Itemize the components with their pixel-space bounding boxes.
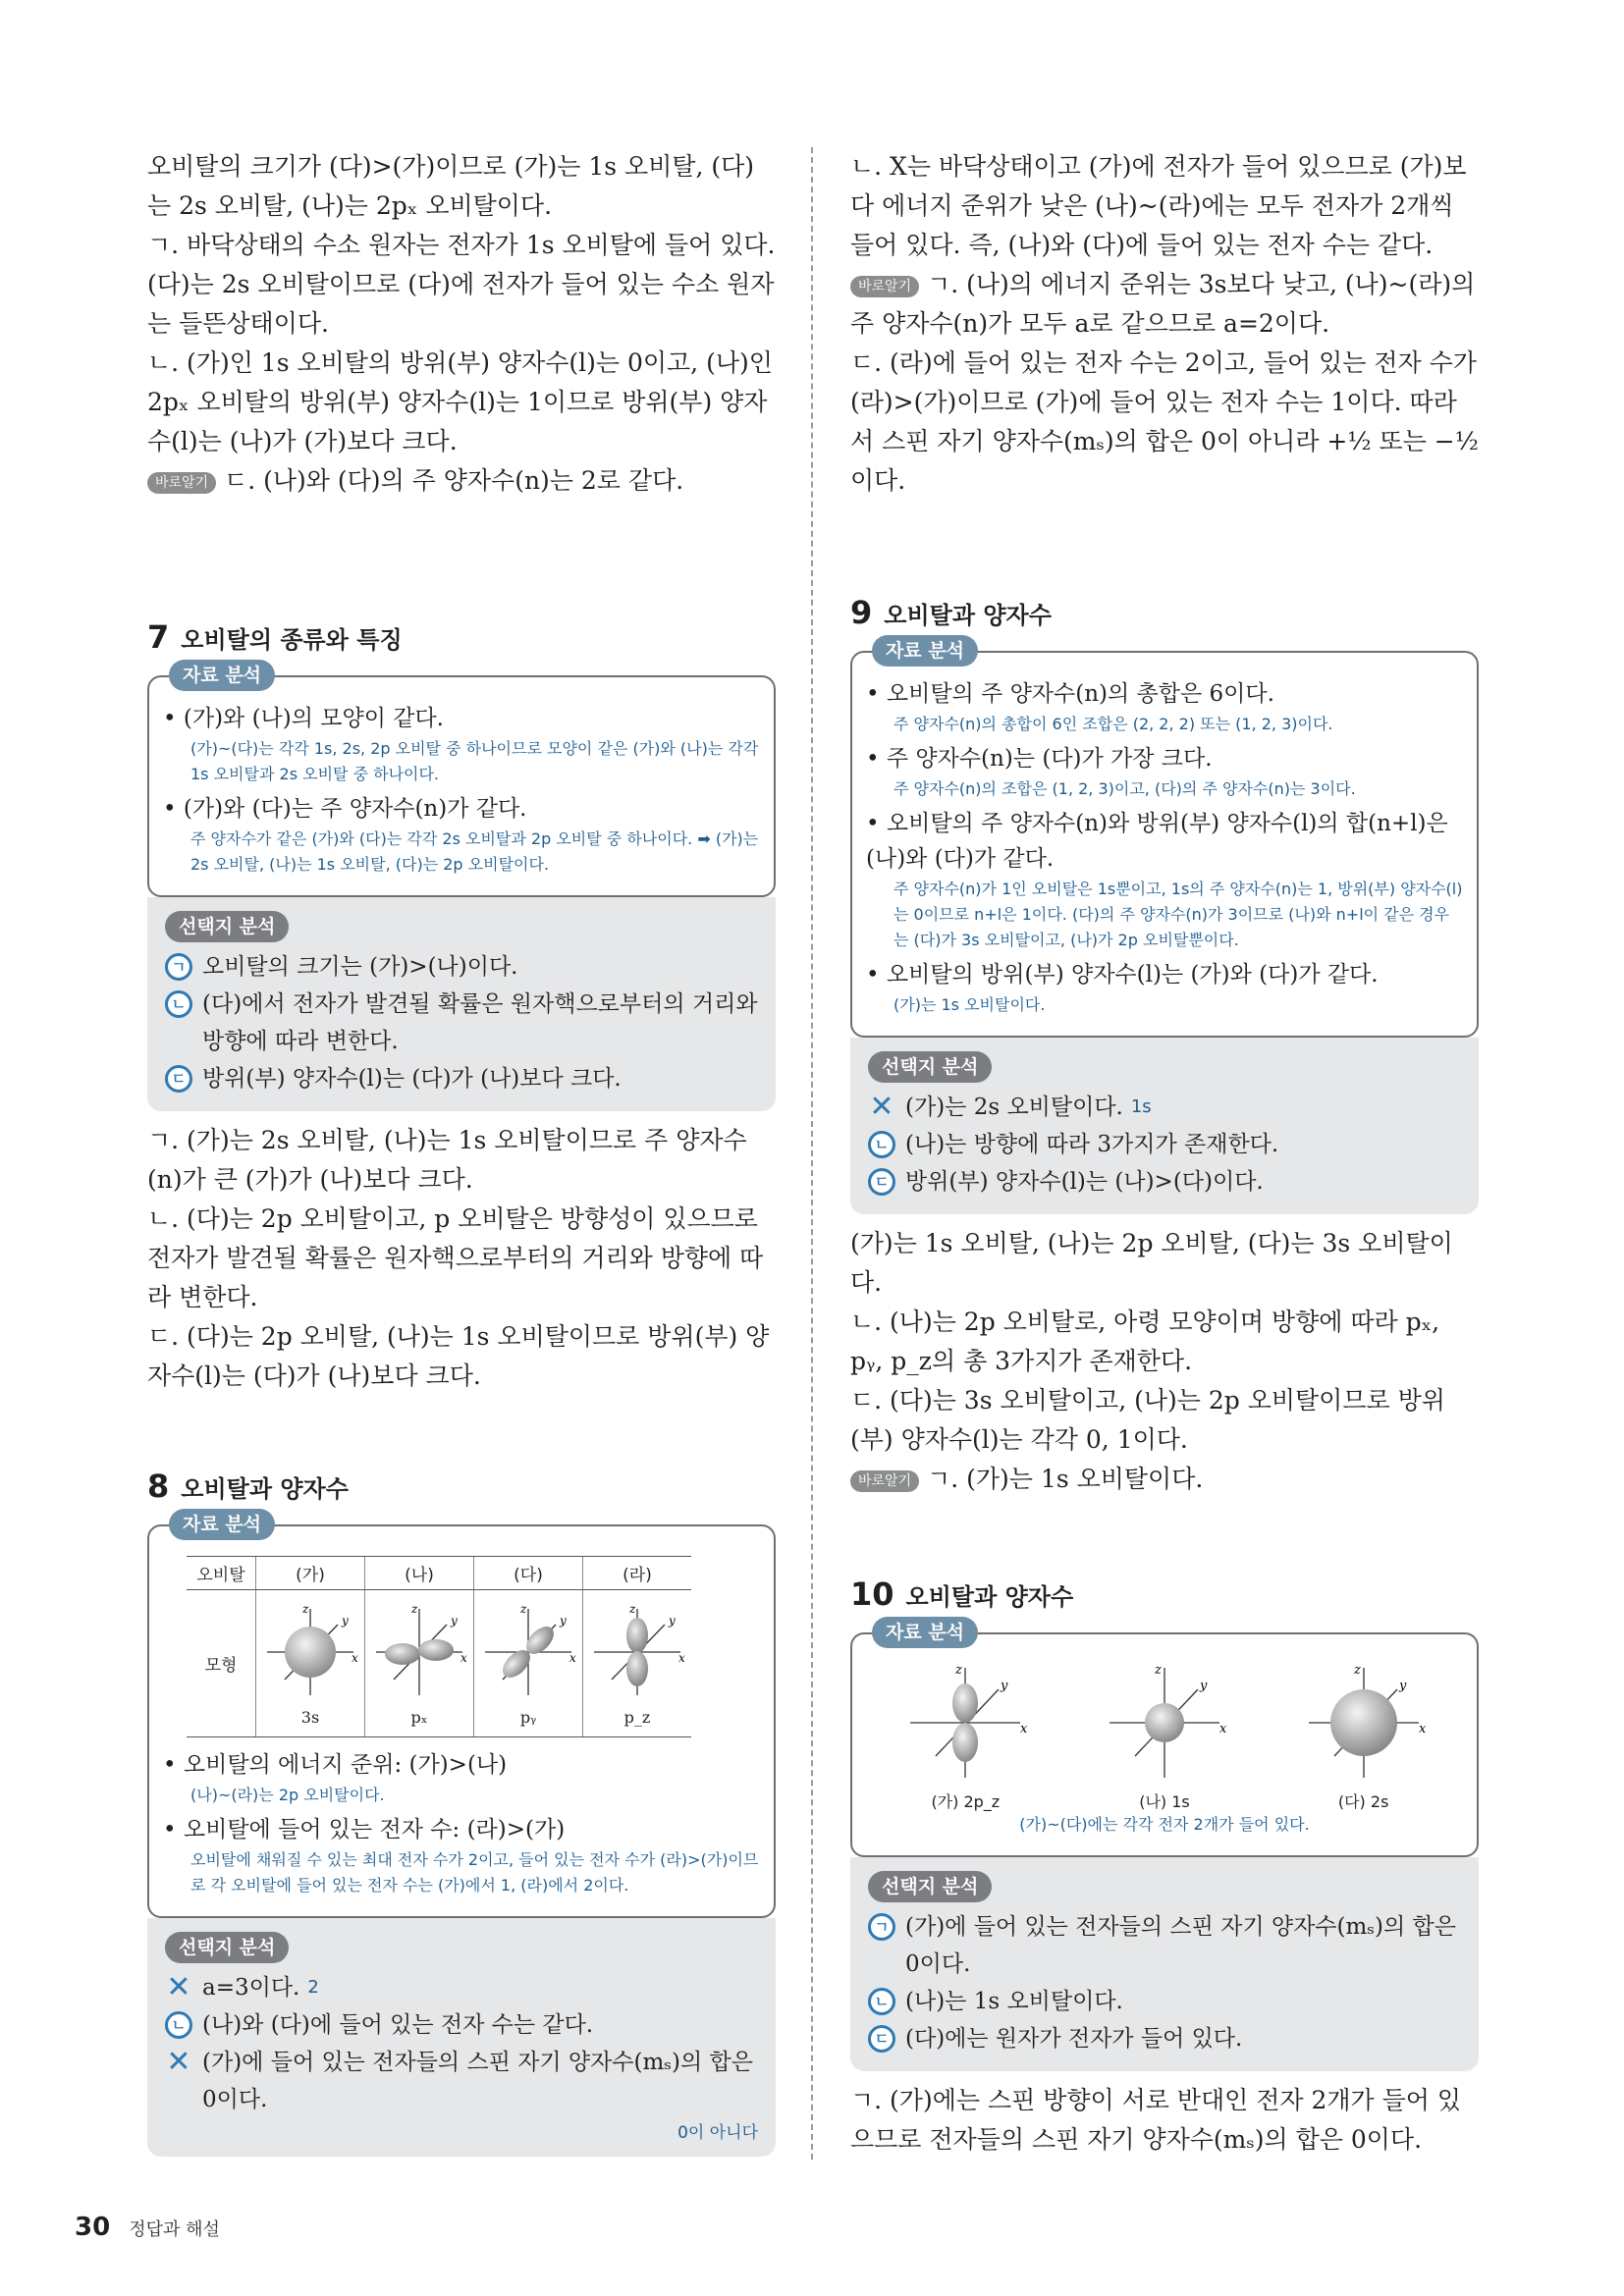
analysis-note: (가)는 1s 오비탈이다. [893,995,1046,1014]
explain-line: ㄷ. (라)에 들어 있는 전자 수는 2이고, 들어 있는 전자 수가 (라)>(가)이므로 (가)에 들어 있는 전자 수는 1이다. 따라서 스핀 자기 양자수(mₛ)의 합은 0이 아니라 +½ 또는 −½이다. [850,348,1479,495]
correction-line [147,461,776,501]
explain-line: ㄱ. (가)에는 스핀 방향이 서로 반대인 전자 2개가 들어 있으므로 전자들의 스핀 자기 양자수(mₛ)의 합은 0이다. [850,2086,1462,2154]
explain-line: ㄱ. 바닥상태의 수소 원자는 전자가 1s 오비탈에 들어 있다. (다)는 2s 오비탈이므로 (다)에 전자가 들어 있는 수소 원자는 들뜬상태이다. [147,231,776,338]
orbital-caption: (다) 2s [1337,1792,1389,1811]
orbital-figure [1295,1658,1433,1812]
axis-label-x: x [569,1650,576,1665]
correction-line [850,265,1479,344]
page-number: 30 [75,2213,111,2242]
explain-line: ㄴ. (가)인 1s 오비탈의 방위(부) 양자수(l)는 0이고, (나)인 2pₓ 오비탈의 방위(부) 양자수(l)는 1이므로 방위(부) 양자수(l)는 (나)가 (가)보다 크다. [147,348,773,455]
orbital-label: p_z [623,1707,651,1727]
footer-title: 정답과 해설 [129,2219,220,2240]
choice-analysis-badge: 선택지 분석 [165,911,289,942]
question-number: 7 [147,618,170,656]
orbital-caption: (가) 2p_z [931,1792,1001,1811]
choice-text: a=3이다. [202,1975,300,2001]
wrong-mark-icon: ✕ [166,2045,191,2079]
data-analysis-box [850,651,1479,1038]
orbital-table [187,1556,691,1737]
row-label: 모형 [187,1590,256,1737]
correct-mark-icon: ㄴ [868,1131,895,1158]
explain-line: (가)는 1s 오비탈, (나)는 2p 오비탈, (다)는 3s 오비탈이다. [850,1229,1453,1297]
right-column [850,147,1479,2154]
question-title [147,618,776,656]
orbital-cell [365,1590,474,1737]
correct-mark-icon: ㄱ [165,953,192,981]
correct-mark-icon: ㄱ [868,1913,895,1941]
choice-text: (가)에 들어 있는 전자들의 스핀 자기 양자수(mₛ)의 합은 0이다. [905,1914,1456,1977]
orbital-cell [583,1590,692,1737]
correction-text: ㄱ. (나)의 에너지 준위는 3s보다 낮고, (나)~(라)의 주 양자수(n)가 모두 a로 같으므로 a=2이다. [850,270,1476,338]
data-analysis-box [147,675,776,897]
analysis-note: 주 양자수가 같은 (가)와 (다)는 각각 2s 오비탈과 2p 오비탈 중 하나이다. ➡ (가)는 2s 오비탈, (나)는 1s 오비탈, (다)는 2p 오비탈이다. [190,829,759,874]
axis-label-x: x [1418,1722,1426,1736]
axis-label-z: z [955,1663,963,1678]
choice-analysis-badge: 선택지 분석 [868,1051,992,1083]
left-column [147,147,776,2143]
analysis-item: • 오비탈의 주 양자수(n)의 총합은 6이다. [866,681,1274,707]
right-top-explanation [850,147,1479,501]
analysis-item: • (가)와 (나)의 모양이 같다. [163,706,444,731]
analysis-item: • (가)와 (다)는 주 양자수(n)가 같다. [163,796,527,822]
orbital-label: pₓ [410,1707,428,1727]
axis-label-z: z [411,1601,418,1616]
explain-line: ㄷ. (다)는 2p 오비탈, (나)는 1s 오비탈이므로 방위(부) 양자수(l)는 (다)가 (나)보다 크다. [147,1322,770,1390]
axis-label-x: x [678,1650,685,1665]
correction-tag: 바로알기 [147,472,216,494]
choice-row [165,2044,758,2118]
orbital-figure [1096,1658,1233,1812]
correct-mark-icon: ㄴ [165,990,192,1018]
question-7-section [147,618,776,1396]
data-analysis-badge: 자료 분석 [872,635,978,667]
choice-row [868,1163,1461,1201]
choice-text: (가)에 들어 있는 전자들의 스핀 자기 양자수(mₛ)의 합은 0이다. [202,2050,753,2112]
question-9-explanation [850,1224,1479,1499]
question-10-section [850,1575,1479,2160]
choice-row [868,1908,1461,1983]
question-7-explanation [147,1121,776,1396]
axis-label-y: y [451,1613,458,1628]
table-header: 오비탈 [187,1557,256,1590]
choice-row [165,1969,758,2006]
correction-tag: 바로알기 [850,1470,919,1492]
analysis-note: 주 양자수(n)의 조합은 (1, 2, 3)이고, (다)의 주 양자수(n)는 3이다. [893,779,1356,798]
table-header: (가) [256,1557,365,1590]
choice-row [868,1983,1461,2020]
choice-row [165,986,758,1060]
s-orbital-figure [259,1601,361,1703]
orbital-figure [896,1658,1034,1812]
choice-analysis-badge: 선택지 분석 [165,1932,289,1963]
table-header: (나) [365,1557,474,1590]
table-header: (라) [583,1557,692,1590]
data-analysis-badge: 자료 분석 [169,660,275,691]
analysis-item: • 오비탈의 에너지 준위: (가)>(나) [163,1752,508,1778]
analysis-note: 주 양자수(n)가 1인 오비탈은 1s뿐이고, 1s의 주 양자수(n)는 1, 방위(부) 양자수(l)는 0이므로 n+l은 1이다. (다)의 주 양자수(n)가 3이므로 (나)와 n+l이 같은 경우는 (다)가 3s 오비탈이고, (나)가 2p 오비탈뿐이다. [893,880,1463,949]
choice-text: (가)는 2s 오비탈이다. [905,1095,1123,1120]
axis-label-y: y [342,1613,349,1628]
left-top-explanation [147,147,776,501]
analysis-note: 오비탈에 채워질 수 있는 최대 전자 수가 2이고, 들어 있는 전자 수가 (라)>(가)이므로 각 오비탈에 들어 있는 전자 수는 (가)에서 1, (라)에서 2이다. [190,1850,759,1895]
correction-tag: 바로알기 [850,276,919,297]
choice-analysis-box [850,1038,1479,1214]
axis-label-z: z [302,1601,309,1616]
data-analysis-badge: 자료 분석 [872,1617,978,1648]
choice-text: 오비탈의 크기는 (가)>(나)이다. [202,954,518,980]
question-title-text: 오비탈과 양자수 [884,602,1052,629]
question-number: 10 [850,1575,894,1613]
correction-text: 2 [307,1977,319,1998]
explain-line: 오비탈의 크기가 (다)>(가)이므로 (가)는 1s 오비탈, (다)는 2s 오비탈, (나)는 2pₓ 오비탈이다. [147,152,755,220]
choice-text: 방위(부) 양자수(l)는 (나)>(다)이다. [905,1169,1264,1195]
explain-line: ㄷ. (다)는 3s 오비탈이고, (나)는 2p 오비탈이므로 방위(부) 양자수(l)는 각각 0, 1이다. [850,1386,1445,1454]
orbital-cell [474,1590,583,1737]
question-title [850,594,1479,631]
axis-label-y: y [1199,1679,1208,1693]
pz-orbital-figure [896,1658,1034,1786]
orbital-figures [866,1658,1463,1812]
data-analysis-badge: 자료 분석 [169,1509,275,1540]
data-analysis-box [147,1524,776,1918]
axis-label-y: y [560,1613,567,1628]
axis-label-y: y [669,1613,676,1628]
choice-row [165,948,758,986]
2s-orbital-figure [1295,1658,1433,1786]
question-title-text: 오비탈과 양자수 [905,1583,1074,1611]
choice-analysis-box [147,897,776,1111]
choice-row [868,2020,1461,2057]
choice-text: (다)에서 전자가 발견될 확률은 원자핵으로부터의 거리와 방향에 따라 변한다. [202,991,758,1054]
correct-mark-icon: ㄷ [868,2025,895,2053]
question-title-text: 오비탈과 양자수 [181,1475,349,1503]
axis-label-x: x [352,1650,358,1665]
explain-line: ㄴ. (다)는 2p 오비탈이고, p 오비탈은 방향성이 있으므로 전자가 발견될 확률은 원자핵으로부터의 거리와 방향에 따라 변한다. [147,1204,764,1311]
question-title [850,1575,1479,1613]
correct-mark-icon: ㄷ [868,1168,895,1196]
choice-row [868,1126,1461,1163]
axis-label-z: z [520,1601,527,1616]
analysis-note: 주 양자수(n)의 총합이 6인 조합은 (2, 2, 2) 또는 (1, 2, 3)이다. [893,715,1333,733]
axis-label-x: x [1218,1722,1227,1736]
analysis-item: • 오비탈의 방위(부) 양자수(l)는 (가)와 (다)가 같다. [866,962,1379,988]
correction-text: ㄷ. (나)와 (다)의 주 양자수(n)는 2로 같다. [224,466,684,495]
axis-label-z: z [1154,1663,1162,1678]
axis-label-z: z [1353,1663,1361,1678]
wrong-mark-icon: ✕ [166,1970,191,2004]
analysis-item: • 주 양자수(n)는 (다)가 가장 크다. [866,746,1213,772]
choice-text: (나)는 방향에 따라 3가지가 존재한다. [905,1132,1279,1157]
choice-row [165,2006,758,2044]
choice-row [165,1060,758,1097]
wrong-mark-icon: ✕ [869,1090,894,1124]
analysis-note: (가)~(다)는 각각 1s, 2s, 2p 오비탈 중 하나이므로 모양이 같은 (가)와 (나)는 각각 1s 오비탈과 2s 오비탈 중 하나이다. [190,739,759,783]
analysis-item: • 오비탈에 들어 있는 전자 수: (라)>(가) [163,1817,566,1842]
correct-mark-icon: ㄷ [165,1065,192,1093]
question-9-section [850,594,1479,1499]
axis-label-z: z [629,1601,636,1616]
explain-line: ㄴ. (나)는 2p 오비탈로, 아령 모양이며 방향에 따라 pₓ, pᵧ, p_z의 총 3가지가 존재한다. [850,1308,1440,1375]
correction-text: ㄱ. (가)는 1s 오비탈이다. [927,1465,1204,1493]
choice-analysis-box [147,1918,776,2157]
data-analysis-box [850,1632,1479,1857]
choice-text: (나)와 (다)에 들어 있는 전자 수는 같다. [202,2012,594,2038]
axis-label-y: y [1001,1679,1008,1693]
px-orbital-figure [368,1601,470,1703]
analysis-item: • 오비탈의 주 양자수(n)와 방위(부) 양자수(l)의 합(n+l)은 (나)와 (다)가 같다. [866,811,1448,872]
correct-mark-icon: ㄴ [868,1988,895,2015]
orbital-label: pᵧ [519,1707,537,1727]
explain-line: ㄴ. X는 바닥상태이고 (가)에 전자가 들어 있으므로 (가)보다 에너지 준위가 낮은 (나)~(라)에는 모두 전자가 2개씩 들어 있다. 즉, (나)와 (다)에 들어 있는 전자 수는 같다. [850,152,1467,259]
correction-text: 0이 아니다 [677,2123,758,2143]
question-number: 9 [850,594,873,631]
correct-mark-icon: ㄴ [165,2011,192,2039]
axis-label-x: x [1020,1722,1028,1736]
py-orbital-figure [477,1601,579,1703]
orbital-cell [256,1590,365,1737]
choice-analysis-box [850,1857,1479,2071]
table-header: (다) [474,1557,583,1590]
question-title [147,1468,776,1505]
axis-label-x: x [460,1650,467,1665]
pz-orbital-figure [586,1601,688,1703]
orbital-label: 3s [300,1707,320,1727]
question-number: 8 [147,1468,170,1505]
analysis-note: (나)~(라)는 2p 오비탈이다. [190,1786,385,1804]
choice-text: 방위(부) 양자수(l)는 (다)가 (나)보다 크다. [202,1066,622,1092]
explain-line: ㄱ. (가)는 2s 오비탈, (나)는 1s 오비탈이므로 주 양자수(n)가 큰 (가)가 (나)보다 크다. [147,1126,747,1194]
correction-text: 1s [1130,1096,1152,1117]
page-footer [75,2213,220,2242]
question-8-section [147,1468,776,2157]
orbital-caption: (나) 1s [1139,1792,1190,1811]
question-title-text: 오비탈의 종류와 특징 [181,626,403,654]
1s-orbital-figure [1096,1658,1233,1786]
column-divider [811,147,813,2160]
correction-line [850,1460,1479,1499]
analysis-note: (가)~(다)에는 각각 전자 2개가 들어 있다. [1019,1815,1310,1834]
choice-row [868,1089,1461,1126]
choice-text: (다)에는 원자가 전자가 들어 있다. [905,2026,1243,2052]
choice-analysis-badge: 선택지 분석 [868,1871,992,1902]
choice-text: (나)는 1s 오비탈이다. [905,1989,1123,2014]
axis-label-y: y [1398,1679,1406,1693]
